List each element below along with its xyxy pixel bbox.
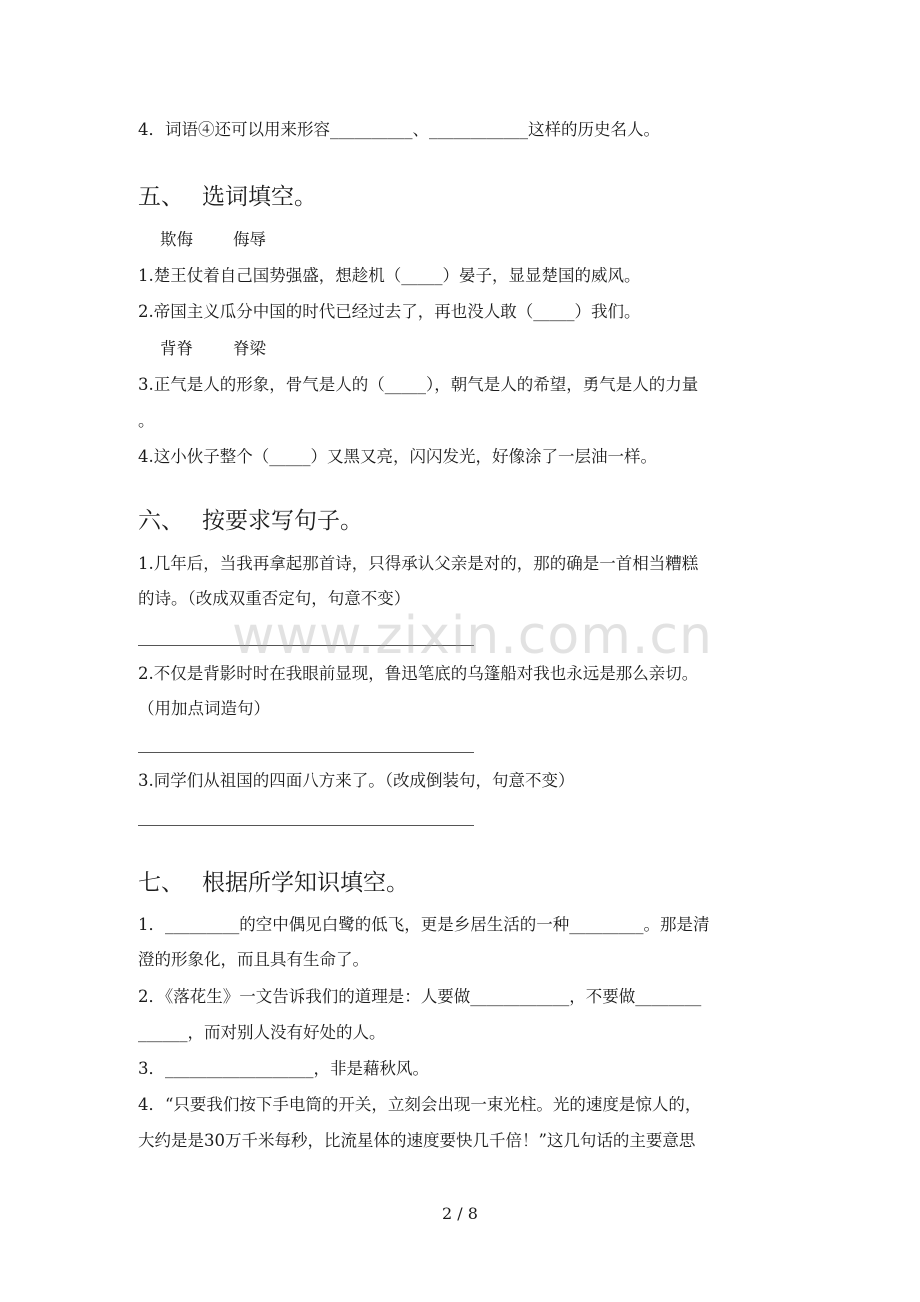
watermark: www.zixin.com.cn (232, 606, 713, 666)
sec7-q1-line2: 澄的形象化，而且具有生命了。 (138, 950, 369, 969)
sec7-q2-line1: 2．《落花生》一文告诉我们的道理是：人要做____________，不要做________ (138, 987, 702, 1006)
sec5-item-2: 2.帝国主义瓜分中国的时代已经过去了，再也没人敢（_____）我们。 (138, 302, 641, 321)
sec7-q1-line1: 1．_________的空中偶见白鹭的低飞，更是乡居生活的一种_________。那是清 (138, 915, 710, 934)
section-5-heading: 五、 选词填空。 (138, 184, 317, 210)
sec7-q4-line2: 大约是是30万千米每秒，比流星体的速度要快几千倍！”这几句话的主要意思 (138, 1131, 696, 1150)
sec6-q2-line1: 2.不仅是背影时时在我眼前显现，鲁迅笔底的乌篷船对我也永远是那么亲切。 (138, 664, 699, 683)
sec5-item-4: 4.这小伙子整个（_____）又黑又亮，闪闪发光，好像涂了一层油一样。 (138, 447, 657, 466)
sec7-q2-line2: ______，而对别人没有好处的人。 (138, 1023, 386, 1042)
sec6-q1-line1: 1.几年后，当我再拿起那首诗，只得承认父亲是对的，那的确是一首相当糟糕 (138, 554, 699, 573)
sec7-q4-line1: 4．“只要我们按下手电筒的开关，立刻会出现一束光柱。光的速度是惊人的， (138, 1095, 702, 1114)
sec5-item-3: 3.正气是人的形象，骨气是人的（_____），朝气是人的希望，勇气是人的力量 (138, 375, 699, 394)
sec5-item-3-cont: 。 (138, 411, 155, 430)
question-4-prev: 4．词语④还可以用来形容__________、____________这样的历史名人。 (138, 120, 660, 139)
answer-line-3[interactable] (138, 825, 474, 826)
sec6-q3: 3.同学们从祖国的四面八方来了。（改成倒装句，句意不变） (138, 771, 575, 790)
sec5-item-1: 1.楚王仗着自己国势强盛，想趁机（_____）晏子，显显楚国的威风。 (138, 266, 641, 285)
sec6-q1-line2: 的诗。（改成双重否定句，句意不变） (138, 589, 411, 608)
word-choices-1: 欺侮 侮辱 (160, 230, 266, 249)
answer-line-2[interactable] (138, 752, 474, 753)
page-number: 2 / 8 (442, 1204, 478, 1223)
word-choices-2: 背脊 脊梁 (160, 339, 266, 358)
section-7-heading: 七、 根据所学知识填空。 (138, 870, 409, 896)
sec7-q3: 3．__________________，非是藉秋风。 (138, 1059, 429, 1078)
section-6-heading: 六、 按要求写句子。 (138, 508, 363, 534)
sec6-q2-line2: （用加点词造句） (138, 699, 270, 718)
